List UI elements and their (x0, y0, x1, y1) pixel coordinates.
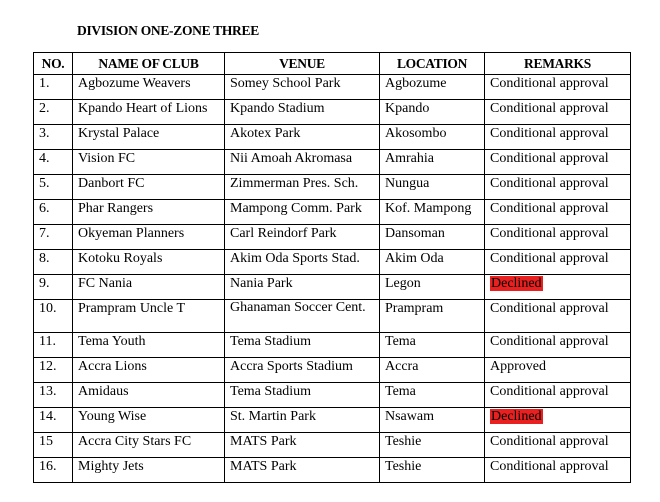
cell-venue: Somey School Park (225, 75, 380, 100)
cell-location: Dansoman (380, 225, 485, 250)
header-remarks: REMARKS (485, 53, 631, 75)
cell-club: Young Wise (73, 408, 225, 433)
cell-no: 15 (34, 433, 73, 458)
cell-remarks: Conditional approval (485, 250, 631, 275)
table-row (34, 383, 631, 408)
cell-club: Agbozume Weavers (73, 75, 225, 100)
cell-venue: Akotex Park (225, 125, 380, 150)
cell-location: Teshie (380, 458, 485, 483)
table-row (34, 175, 631, 200)
header-venue: VENUE (225, 53, 380, 75)
table-row (34, 100, 631, 125)
cell-no: 10. (34, 300, 73, 333)
cell-remarks: Conditional approval (485, 458, 631, 483)
cell-no: 14. (34, 408, 73, 433)
table-row (34, 433, 631, 458)
cell-location: Akosombo (380, 125, 485, 150)
cell-remarks: Conditional approval (485, 100, 631, 125)
declined-badge: Declined (491, 409, 542, 424)
table-row (34, 458, 631, 483)
cell-remarks: Conditional approval (485, 75, 631, 100)
cell-club: Accra City Stars FC (73, 433, 225, 458)
table-row (34, 75, 631, 100)
cell-no: 12. (34, 358, 73, 383)
cell-no: 5. (34, 175, 73, 200)
header-location: LOCATION (380, 53, 485, 75)
cell-no: 7. (34, 225, 73, 250)
header-no: NO. (34, 53, 73, 75)
cell-no: 1. (34, 75, 73, 100)
cell-remarks: Conditional approval (485, 175, 631, 200)
cell-remarks: Conditional approval (485, 150, 631, 175)
clubs-table (33, 52, 631, 483)
cell-location: Nungua (380, 175, 485, 200)
cell-venue: MATS Park (225, 458, 380, 483)
cell-location: Legon (380, 275, 485, 300)
cell-location: Tema (380, 333, 485, 358)
table-row (34, 408, 631, 433)
cell-no: 9. (34, 275, 73, 300)
cell-venue: Akim Oda Sports Stad. (225, 250, 380, 275)
cell-venue: Tema Stadium (225, 383, 380, 408)
cell-location: Nsawam (380, 408, 485, 433)
cell-location: Prampram (380, 300, 485, 333)
cell-venue: MATS Park (225, 433, 380, 458)
table-row (34, 333, 631, 358)
cell-club: Phar Rangers (73, 200, 225, 225)
cell-venue: Accra Sports Stadium (225, 358, 380, 383)
cell-club: Kotoku Royals (73, 250, 225, 275)
cell-venue: Carl Reindorf Park (225, 225, 380, 250)
cell-venue: Zimmerman Pres. Sch. (225, 175, 380, 200)
header-club: NAME OF CLUB (73, 53, 225, 75)
declined-badge: Declined (491, 276, 542, 291)
cell-location: Amrahia (380, 150, 485, 175)
table-row (34, 125, 631, 150)
table-row (34, 200, 631, 225)
table-row (34, 250, 631, 275)
cell-location: Kof. Mampong (380, 200, 485, 225)
cell-location: Kpando (380, 100, 485, 125)
cell-no: 6. (34, 200, 73, 225)
table-body (34, 75, 631, 483)
cell-club: Krystal Palace (73, 125, 225, 150)
cell-remarks (485, 408, 631, 433)
cell-remarks: Conditional approval (485, 383, 631, 408)
cell-remarks: Conditional approval (485, 200, 631, 225)
cell-venue: Kpando Stadium (225, 100, 380, 125)
cell-club: Prampram Uncle T (73, 300, 225, 333)
table-row (34, 358, 631, 383)
table-header-row (34, 53, 631, 75)
cell-location: Teshie (380, 433, 485, 458)
cell-location: Accra (380, 358, 485, 383)
table-row (34, 225, 631, 250)
table-row (34, 300, 631, 333)
cell-no: 3. (34, 125, 73, 150)
cell-no: 13. (34, 383, 73, 408)
cell-venue: St. Martin Park (225, 408, 380, 433)
cell-no: 2. (34, 100, 73, 125)
cell-venue: Tema Stadium (225, 333, 380, 358)
cell-location: Tema (380, 383, 485, 408)
cell-remarks: Conditional approval (485, 225, 631, 250)
cell-no: 11. (34, 333, 73, 358)
cell-remarks: Conditional approval (485, 125, 631, 150)
cell-no: 8. (34, 250, 73, 275)
cell-remarks: Approved (485, 358, 631, 383)
cell-remarks: Conditional approval (485, 433, 631, 458)
cell-club: Mighty Jets (73, 458, 225, 483)
cell-location: Agbozume (380, 75, 485, 100)
table-row (34, 150, 631, 175)
cell-venue: Ghanaman Soccer Cent. (225, 300, 380, 333)
cell-no: 4. (34, 150, 73, 175)
cell-remarks: Conditional approval (485, 333, 631, 358)
cell-club: Vision FC (73, 150, 225, 175)
document-title: DIVISION ONE-ZONE THREE (77, 23, 259, 38)
cell-venue: Nania Park (225, 275, 380, 300)
cell-club: Amidaus (73, 383, 225, 408)
cell-club: Okyeman Planners (73, 225, 225, 250)
cell-location: Akim Oda (380, 250, 485, 275)
cell-club: Tema Youth (73, 333, 225, 358)
cell-club: Danbort FC (73, 175, 225, 200)
cell-club: Accra Lions (73, 358, 225, 383)
cell-no: 16. (34, 458, 73, 483)
cell-remarks: Conditional approval (485, 300, 631, 333)
table-row (34, 275, 631, 300)
cell-remarks (485, 275, 631, 300)
cell-venue: Mampong Comm. Park (225, 200, 380, 225)
cell-club: FC Nania (73, 275, 225, 300)
cell-venue: Nii Amoah Akromasa (225, 150, 380, 175)
cell-club: Kpando Heart of Lions (73, 100, 225, 125)
